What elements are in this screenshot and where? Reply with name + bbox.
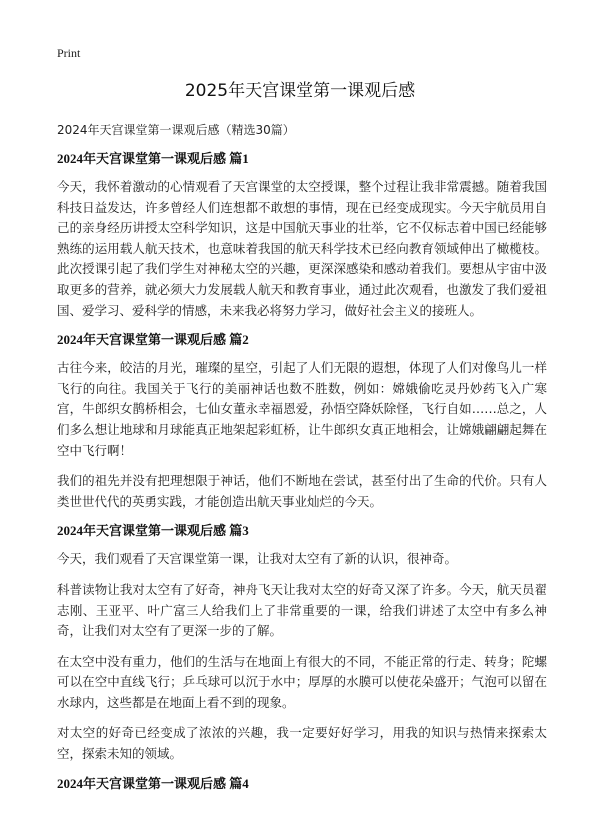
paragraph: 今天，我怀着激动的心情观看了天宫课堂的太空授课，整个过程让我非常震撼。随着我国科技日益发达，许多曾经人们连想都不敢想的事情，现在已经变成现实。今天宇航员用自己的亲身经历讲授太空科学知识，这是中国航天事业的壮举，它不仅标志着中国已经能够熟练的运用载人航天技术，也意味着我国的航天科学技术已经向教育领域伸出了橄榄枝。此次授课引起了我们学生对神秘太空的兴趣，更深深感染和感动着我们。要想从宇宙中汲取更多的营养，就必须大力发展载人航天和教育事业，通过此次观看，也激发了我们爱祖国、爱学习、爱科学的情感，未来我必将努力学习，做好社会主义的接班人。 [57,179,547,318]
article-section-4 [57,775,547,792]
article-section-3 [57,522,547,764]
print-link[interactable]: Print [57,46,81,60]
article-section-1 [57,150,547,321]
section-heading: 2024年天宫课堂第一课观后感 篇1 [57,151,249,166]
page-title: 2025年天宫课堂第一课观后感 [184,81,416,101]
paragraph: 我们的祖先并没有把理想限于神话，他们不断地在尝试，甚至付出了生命的代价。只有人类世世代代的英勇实践，才能创造出航天事业灿烂的今天。 [57,473,547,509]
section-heading: 2024年天宫课堂第一课观后感 篇2 [57,332,249,348]
article-body [57,150,547,802]
article-section-2 [57,331,547,512]
paragraph: 古往今来，皎洁的月光，璀璨的星空，引起了人们无限的遐想，体现了人们对像鸟儿一样飞行的向往。我国关于飞行的美丽神话也数不胜数，例如：嫦娥偷吃灵丹妙药飞入广寒宫，牛郎织女鹊桥相会，七仙女董永幸福恩爱，孙悟空降妖除怪，飞行自如……总之，人们多么想让地球和月球能真正地架起彩虹桥，让牛郎织女真正地相会，让嫦娥翩翩起舞在空中飞行啊！ [57,360,547,458]
paragraph: 在太空中没有重力，他们的生活与在地面上有很大的不同，不能正常的行走、转身；陀螺可以在空中直线飞行；乒乓球可以沉于水中；厚厚的水膜可以使花朵盛开；气泡可以留在水球内，这些都是在地面上看不到的现象。 [57,653,547,710]
document-subtitle: 2024年天宫课堂第一课观后感（精选30篇） [57,123,295,137]
paragraph: 今天，我们观看了天宫课堂第一课，让我对太空有了新的认识，很神奇。 [57,551,458,567]
paragraph: 对太空的好奇已经变成了浓浓的兴趣，我一定要好好学习，用我的知识与热情来探索太空，探索未知的领域。 [57,725,547,762]
section-heading: 2024年天宫课堂第一课观后感 篇3 [57,523,249,539]
paragraph: 科普读物让我对太空有了好奇，神舟飞天让我对太空的好奇又深了许多。今天，航天员翟志刚、王亚平、叶广富三人给我们上了非常重要的一课，给我们讲述了太空中有多么神奇，让我们对太空有了更深一步的了解。 [57,581,547,639]
section-heading: 2024年天宫课堂第一课观后感 篇4 [57,775,249,791]
